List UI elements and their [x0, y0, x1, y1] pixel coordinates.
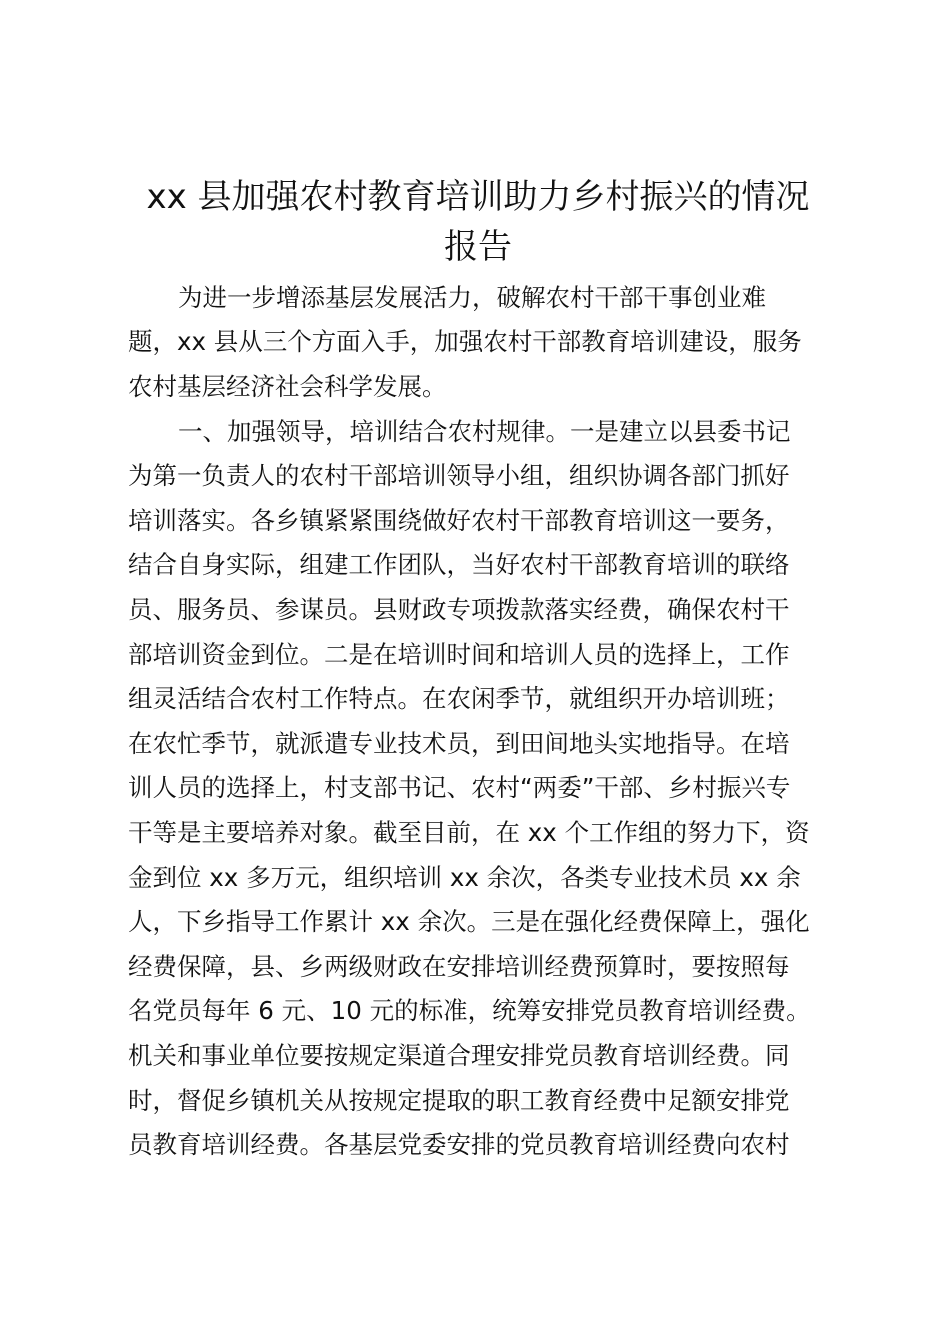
body-line: 一、加强领导，培训结合农村规律。一是建立以县委书记: [178, 417, 791, 446]
body-line: 农村基层经济社会科学发展。: [128, 372, 447, 401]
body-line: 经费保障，县、乡两级财政在安排培训经费预算时，要按照每: [128, 952, 790, 981]
body-line: 员教育培训经费。各基层党委安排的党员教育培训经费向农村: [128, 1130, 790, 1159]
body-line: 为第一负责人的农村干部培训领导小组，组织协调各部门抓好: [128, 461, 790, 490]
body-line: 训人员的选择上，村支部书记、农村“两委”干部、乡村振兴专: [128, 773, 791, 802]
body-line: 干等是主要培养对象。截至目前，在 xx 个工作组的努力下，资: [128, 818, 810, 847]
body-line: 员、服务员、参谋员。县财政专项拨款落实经费，确保农村干: [128, 595, 790, 624]
document-title: [128, 172, 828, 272]
body-line: 部培训资金到位。二是在培训时间和培训人员的选择上，工作: [128, 640, 790, 669]
body-line: 题，xx 县从三个方面入手，加强农村干部教育培训建设，服务: [128, 327, 802, 356]
body-line: 培训落实。各乡镇紧紧围绕做好农村干部教育培训这一要务，: [128, 506, 790, 535]
body-line: 为进一步增添基层发展活力，破解农村干部干事创业难: [178, 283, 766, 312]
body-line: 金到位 xx 多万元，组织培训 xx 余次，各类专业技术员 xx 余: [128, 863, 801, 892]
body-line: 名党员每年 6 元、10 元的标准，统筹安排党员教育培训经费。: [128, 996, 811, 1025]
title-line-2: 报告: [444, 227, 512, 267]
body-line: 人，下乡指导工作累计 xx 余次。三是在强化经费保障上，强化: [128, 907, 810, 936]
body-line: 机关和事业单位要按规定渠道合理安排党员教育培训经费。同: [128, 1041, 790, 1070]
body-line: 时，督促乡镇机关从按规定提取的职工教育经费中足额安排党: [128, 1086, 790, 1115]
body-line: 结合自身实际，组建工作团队，当好农村干部教育培训的联络: [128, 550, 790, 579]
body-line: 在农忙季节，就派遣专业技术员，到田间地头实地指导。在培: [128, 729, 790, 758]
title-line-1: xx 县加强农村教育培训助力乡村振兴的情况: [146, 177, 810, 217]
body-line: 组灵活结合农村工作特点。在农闲季节，就组织开办培训班；: [128, 684, 790, 713]
